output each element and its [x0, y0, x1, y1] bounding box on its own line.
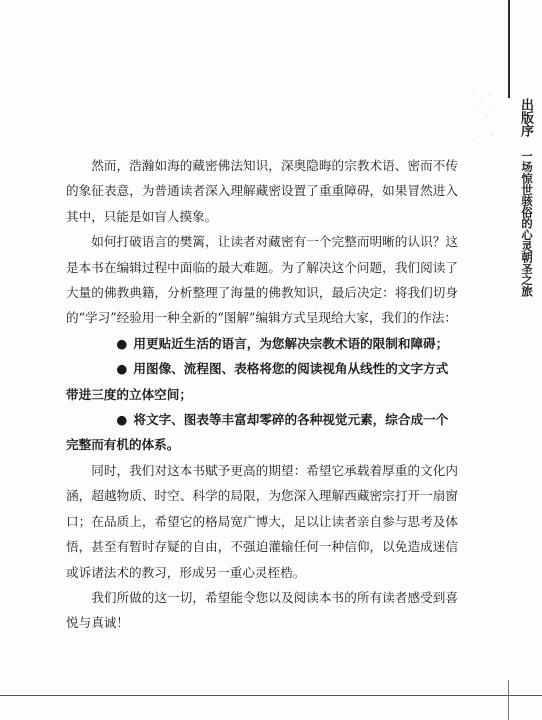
margin-rule-bottom	[508, 680, 509, 720]
bottom-divider	[0, 695, 542, 696]
paragraph-3: 同时，我们对这本书赋予更高的期望：希望它承载着厚重的文化内涵，超越物质、时空、科学的局限，为您深入理解西藏密宗打开一扇窗口；在品质上，希望它的格局宽广博大，足以让读者亲自参与思考及体悟，甚至有暂时存疑的自由，不强迫灌输任何一种信仰，以免造成迷信或诉诸法术的教习，形成另一重心灵桎梏。	[66, 462, 458, 580]
bullet-text: 将文字、图表等丰富却零碎的各种视觉元素，综合成一个完整而有机的体系。	[66, 412, 449, 453]
paragraph-2: 如何打破语言的樊篱，让读者对藏密有一个完整而明晰的认识？这是本书在编辑过程中面临的最大难题。为了解决这个问题，我们阅读了大量的佛教典籍，分析整理了海量的佛教知识，最后决定：将我们切身的“学习”经验用一种全新的“图解”编辑方式呈现给大家，我们的作法：	[66, 234, 458, 326]
preface-body	[66, 153, 458, 636]
bullet-text: 用图像、流程图、表格将您的阅读视角从线性的文字方式带进三度的立体空间；	[66, 361, 449, 402]
running-book-title: 一场惊世骇俗的心灵朝圣之旅	[520, 150, 533, 297]
bullet-item-1	[66, 331, 458, 356]
bullet-icon: ●	[116, 335, 128, 351]
margin-rule-top	[508, 0, 510, 98]
bullet-item-2	[66, 356, 458, 407]
bullet-icon: ●	[116, 412, 128, 428]
paragraph-1: 然而，浩瀚如海的藏密佛法知识，深奥隐晦的宗教术语、密而不传的象征表意，为普通读者深入理解藏密设置了重重障碍，如果冒然进入其中，只能是如盲人摸象。	[66, 158, 458, 224]
section-heading: 出版序	[518, 98, 533, 137]
paragraph-4: 我们所做的这一切，希望能令您以及阅读本书的所有读者感受到喜悦与真诚！	[66, 589, 458, 631]
bullet-text: 用更贴近生活的语言，为您解决宗教术语的限制和障碍；	[133, 335, 449, 351]
bullet-item-3	[66, 407, 458, 458]
bullet-icon: ●	[116, 361, 128, 377]
scan-speckle	[470, 85, 500, 145]
